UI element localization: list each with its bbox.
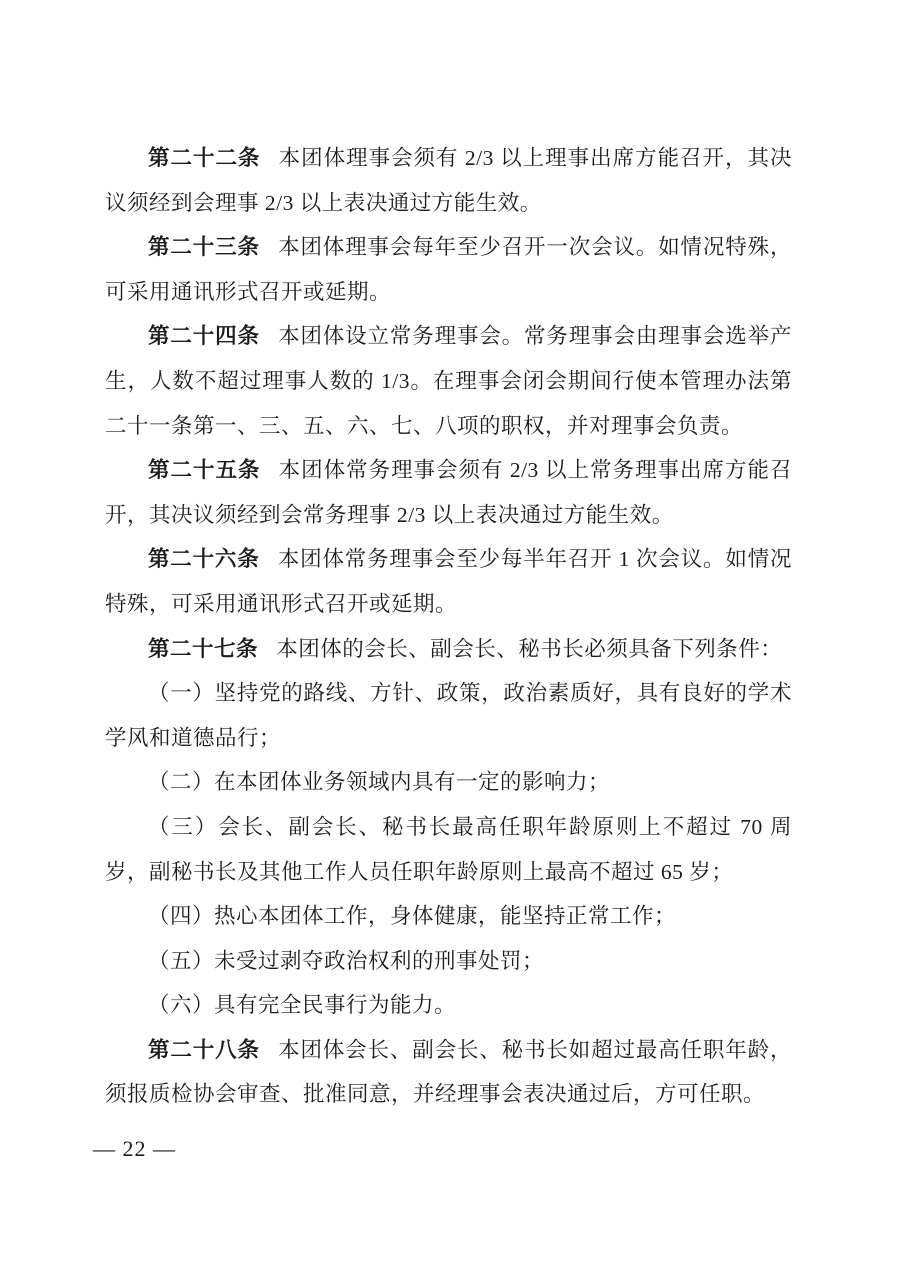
- article-27-heading: 第二十七条: [148, 636, 259, 661]
- article-26-paragraph: [105, 537, 792, 626]
- article-24-heading: 第二十四条: [148, 324, 260, 349]
- article-27-text: 本团体的会长、副会长、秘书长必须具备下列条件：: [276, 636, 783, 661]
- article-22-paragraph: [105, 136, 792, 225]
- condition-item-4-text: （四）热心本团体工作，身体健康，能坚持正常工作；: [148, 904, 677, 929]
- article-25-heading: 第二十五条: [148, 458, 261, 483]
- article-23-paragraph: [105, 225, 792, 314]
- article-24-text: 本团体设立常务理事会。常务理事会由理事会选举产生，人数不超过理事人数的 1/3。在理事会闭会期间行使本管理办法第二十一条第一、三、五、六、七、八项的职权，并对理事会负责。: [105, 324, 792, 438]
- condition-item-3: [105, 805, 792, 894]
- condition-item-2: [105, 760, 792, 805]
- article-25-paragraph: [105, 448, 792, 537]
- condition-item-2-text: （二）在本团体业务领域内具有一定的影响力；: [148, 770, 611, 795]
- article-27-paragraph: [105, 627, 792, 672]
- article-28-paragraph: [105, 1028, 792, 1117]
- condition-item-1-text: （一）坚持党的路线、方针、政策，政治素质好，具有良好的学术学风和道德品行；: [105, 681, 792, 750]
- document-body: [105, 136, 792, 1117]
- condition-item-5-text: （五）未受过剥夺政治权利的刑事处罚；: [148, 948, 545, 973]
- condition-item-1: [105, 671, 792, 760]
- article-26-text: 本团体常务理事会至少每半年召开 1 次会议。如情况特殊，可采用通讯形式召开或延期。: [105, 547, 792, 616]
- condition-item-3-text: （三）会长、副会长、秘书长最高任职年龄原则上不超过 70 周岁，副秘书长及其他工作人员任职年龄原则上最高不超过 65 岁；: [105, 814, 792, 884]
- article-28-heading: 第二十八条: [148, 1037, 260, 1062]
- article-25-text: 本团体常务理事会须有 2/3 以上常务理事出席方能召开，其决议须经到会常务理事 2/3 以上表决通过方能生效。: [105, 458, 792, 527]
- condition-item-5: [105, 939, 792, 984]
- article-22-text: 本团体理事会须有 2/3 以上理事出席方能召开，其决议须经到会理事 2/3 以上表决通过方能生效。: [105, 146, 792, 215]
- page-number: — 22 —: [93, 1136, 176, 1161]
- article-23-heading: 第二十三条: [148, 235, 260, 260]
- condition-item-6-text: （六）具有完全民事行为能力。: [148, 993, 457, 1018]
- condition-item-4: [105, 894, 792, 939]
- article-28-text: 本团体会长、副会长、秘书长如超过最高任职年龄，须报质检协会审查、批准同意，并经理事会表决通过后，方可任职。: [105, 1037, 792, 1107]
- article-24-paragraph: [105, 314, 792, 448]
- article-26-heading: 第二十六条: [148, 547, 260, 572]
- condition-item-6: [105, 983, 792, 1028]
- article-22-heading: 第二十二条: [148, 146, 261, 170]
- article-23-text: 本团体理事会每年至少召开一次会议。如情况特殊，可采用通讯形式召开或延期。: [105, 235, 792, 304]
